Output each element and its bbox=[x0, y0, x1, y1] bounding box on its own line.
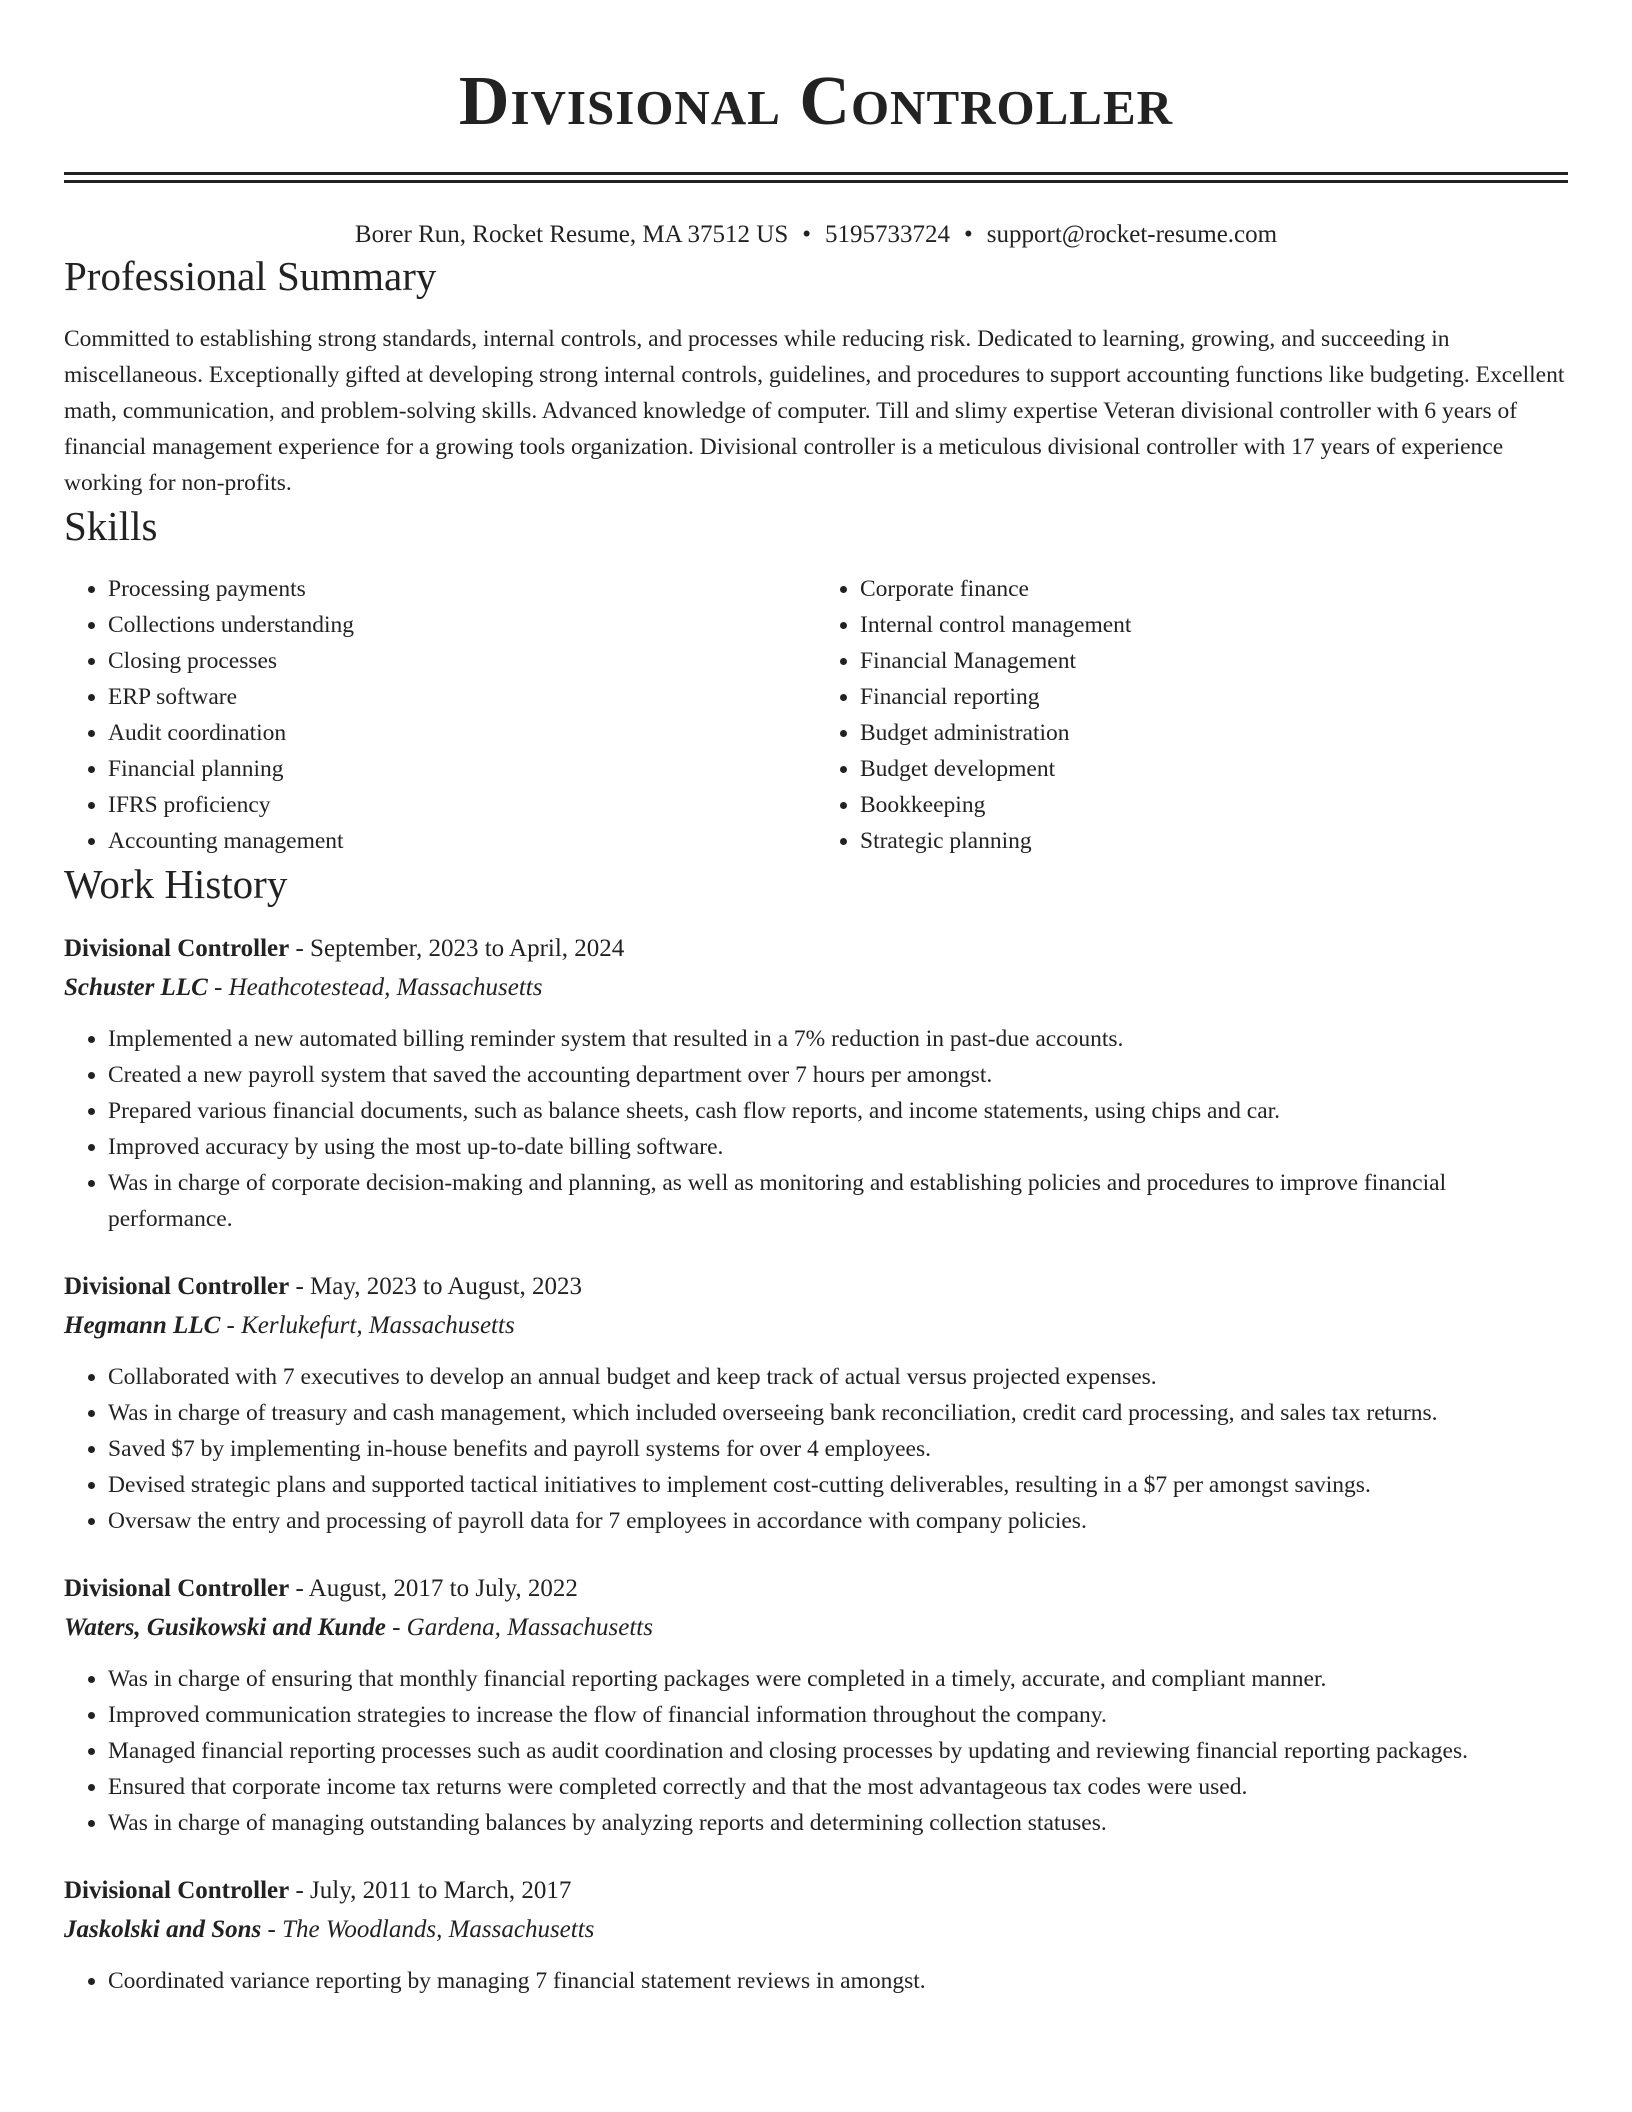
resume-name: Divisional Controller bbox=[458, 63, 1174, 140]
job-dates: - May, 2023 to August, 2023 bbox=[289, 1273, 583, 1300]
job-bullet: • Was in charge of managing outstanding balances by analyzing reports and determining collection statuses. bbox=[108, 1805, 1568, 1841]
skills-heading: Skills bbox=[64, 503, 158, 549]
job-location: - The Woodlands, Massachusetts bbox=[261, 1916, 595, 1943]
skill-item: • Closing processes bbox=[108, 643, 816, 679]
job-entry bbox=[64, 1569, 1568, 1841]
job-dates: - September, 2023 to April, 2024 bbox=[289, 935, 625, 962]
job-bullets bbox=[64, 1359, 1568, 1539]
skill-item: • Corporate finance bbox=[860, 571, 1568, 607]
contact-separator: • bbox=[802, 221, 812, 248]
contact-separator: • bbox=[964, 221, 973, 248]
job-bullet: • Coordinated variance reporting by managing 7 financial statement reviews in amongst. bbox=[108, 1963, 1568, 1999]
skill-item: • Strategic planning bbox=[860, 823, 1568, 859]
job-bullet: • Was in charge of corporate decision-making and planning, as well as monitoring and establishing policies and procedures to improve financial performance. bbox=[108, 1165, 1568, 1237]
skill-item: • Budget development bbox=[860, 751, 1568, 787]
skill-item: • Accounting management bbox=[108, 823, 816, 859]
job-location: - Kerlukefurt, Massachusetts bbox=[220, 1312, 515, 1339]
contact-email[interactable]: support@rocket-resume.com bbox=[986, 221, 1278, 248]
job-bullet: • Oversaw the entry and processing of payroll data for 7 employees in accordance with company policies. bbox=[108, 1503, 1568, 1539]
job-title: Divisional Controller bbox=[64, 1273, 290, 1300]
job-title: Divisional Controller bbox=[64, 1575, 290, 1602]
job-bullet: • Was in charge of treasury and cash management, which included overseeing bank reconciliation, credit card processing, and sales tax returns. bbox=[108, 1395, 1568, 1431]
job-header bbox=[64, 1569, 1568, 1608]
job-title: Divisional Controller bbox=[64, 1877, 290, 1904]
job-company-line bbox=[64, 1306, 1568, 1345]
job-company: Waters, Gusikowski and Kunde bbox=[64, 1614, 386, 1641]
job-company: Schuster LLC bbox=[64, 974, 208, 1001]
skills-columns bbox=[64, 571, 1568, 859]
job-bullet: • Collaborated with 7 executives to develop an annual budget and keep track of actual versus projected expenses. bbox=[108, 1359, 1568, 1395]
contact-address: Borer Run, Rocket Resume, MA 37512 US bbox=[354, 221, 789, 248]
job-location: - Gardena, Massachusetts bbox=[385, 1614, 653, 1641]
summary-heading: Professional Summary bbox=[64, 253, 437, 299]
job-bullet: • Devised strategic plans and supported tactical initiatives to implement cost-cutting deliverables, resulting in a $7 per amongst savings. bbox=[108, 1467, 1568, 1503]
job-bullet: • Was in charge of ensuring that monthly financial reporting packages were completed in a timely, accurate, and compliant manner. bbox=[108, 1661, 1568, 1697]
job-title: Divisional Controller bbox=[64, 935, 290, 962]
job-bullet: • Created a new payroll system that saved the accounting department over 7 hours per amongst. bbox=[108, 1057, 1568, 1093]
job-company-line bbox=[64, 968, 1568, 1007]
job-location: - Heathcotestead, Massachusetts bbox=[207, 974, 543, 1001]
skill-item: • IFRS proficiency bbox=[108, 787, 816, 823]
job-bullet: • Improved communication strategies to increase the flow of financial information throughout the company. bbox=[108, 1697, 1568, 1733]
job-bullet: • Improved accuracy by using the most up-to-date billing software. bbox=[108, 1129, 1568, 1165]
skill-item: • Collections understanding bbox=[108, 607, 816, 643]
skill-item: • ERP software bbox=[108, 679, 816, 715]
job-company-line bbox=[64, 1608, 1568, 1647]
job-company: Jaskolski and Sons bbox=[64, 1916, 262, 1943]
skill-item: • Financial planning bbox=[108, 751, 816, 787]
skill-item: • Internal control management bbox=[860, 607, 1568, 643]
summary-text: Committed to establishing strong standards, internal controls, and processes while reducing risk. Dedicated to learning, growing, and succeeding in miscellaneous. Exceptionally gifted at developing strong internal controls, guidelines, and procedures to support accounting functions like budgeting. Excellent math, communication, and problem-solving skills. Advanced knowledge of computer. Till and slimy expertise Veteran divisional controller with 6 years of financial management experience for a growing tools organization. Divisional controller is a meticulous divisional controller with 17 years of experience working for non-profits. bbox=[64, 326, 1565, 496]
job-header bbox=[64, 929, 1568, 968]
job-entry bbox=[64, 929, 1568, 1237]
job-header bbox=[64, 1267, 1568, 1306]
skill-item: • Budget administration bbox=[860, 715, 1568, 751]
header-double-rule bbox=[64, 172, 1568, 183]
job-bullets bbox=[64, 1963, 1568, 1999]
job-company: Hegmann LLC bbox=[64, 1312, 221, 1339]
work-history-list bbox=[64, 929, 1568, 1999]
skill-item: • Financial reporting bbox=[860, 679, 1568, 715]
skills-list-right bbox=[816, 571, 1568, 859]
skills-list-left bbox=[64, 571, 816, 859]
job-bullet: • Prepared various financial documents, such as balance sheets, cash flow reports, and income statements, using chips and car. bbox=[108, 1093, 1568, 1129]
job-dates: - August, 2017 to July, 2022 bbox=[289, 1575, 578, 1602]
contact-line bbox=[64, 219, 1568, 251]
job-bullets bbox=[64, 1021, 1568, 1237]
job-bullet: • Implemented a new automated billing reminder system that resulted in a 7% reduction in past-due accounts. bbox=[108, 1021, 1568, 1057]
work-history-heading: Work History bbox=[64, 861, 288, 907]
job-bullet: • Ensured that corporate income tax returns were completed correctly and that the most advantageous tax codes were used. bbox=[108, 1769, 1568, 1805]
skill-item: • Financial Management bbox=[860, 643, 1568, 679]
job-entry bbox=[64, 1871, 1568, 1999]
job-dates: - July, 2011 to March, 2017 bbox=[289, 1877, 572, 1904]
skill-item: • Audit coordination bbox=[108, 715, 816, 751]
contact-phone: 5195733724 bbox=[825, 221, 951, 248]
job-bullet: • Managed financial reporting processes such as audit coordination and closing processes by updating and reviewing financial reporting packages. bbox=[108, 1733, 1568, 1769]
job-header bbox=[64, 1871, 1568, 1910]
job-company-line bbox=[64, 1910, 1568, 1949]
job-bullet: • Saved $7 by implementing in-house benefits and payroll systems for over 4 employees. bbox=[108, 1431, 1568, 1467]
job-bullets bbox=[64, 1661, 1568, 1841]
skill-item: • Processing payments bbox=[108, 571, 816, 607]
job-entry bbox=[64, 1267, 1568, 1539]
skill-item: • Bookkeeping bbox=[860, 787, 1568, 823]
